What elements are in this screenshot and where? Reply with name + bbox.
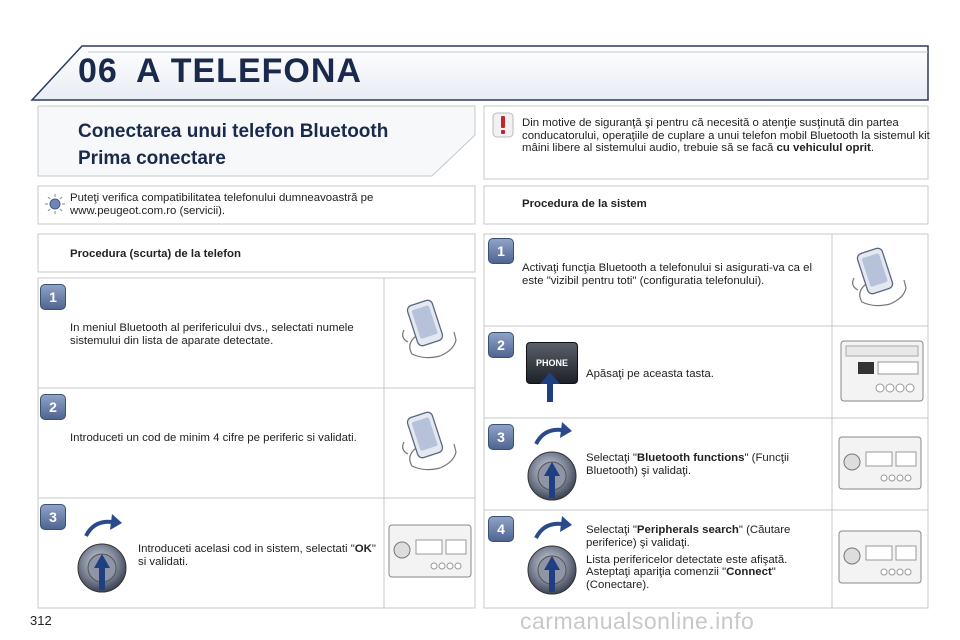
arrow-up-icon (540, 372, 560, 402)
step-badge-1: 1 (40, 284, 66, 310)
page-number: 312 (30, 613, 52, 628)
step-badge-4: 4 (488, 516, 514, 542)
audio-unit-icon (838, 436, 922, 490)
chapter-title: A TELEFONA (136, 52, 362, 90)
phone-button: PHONE (526, 342, 578, 384)
right-step-3-text: Selectaţi "Bluetooth functions" (Funcţii Bluetooth) şi validaţi. (586, 452, 790, 477)
step-badge-1: 1 (488, 238, 514, 264)
right-step-4-text (586, 524, 826, 596)
step-badge-3: 3 (488, 424, 514, 450)
left-step-3-text: Introduceti acelasi cod in sistem, selectati "OK" si validati. (138, 543, 376, 568)
right-panel-heading: Procedura de la sistem (522, 198, 647, 210)
rotary-knob-press-icon (522, 516, 580, 598)
info-text: Puteţi verifica compatibilitatea telefonului dumneavoastră pe www.peugeot.com.ro (servicii). (70, 192, 374, 217)
phone-in-hand-icon (848, 244, 912, 308)
audio-unit-icon (388, 524, 472, 578)
chapter-number: 06 (78, 52, 118, 90)
section-title-line2: Prima conectare (78, 148, 226, 169)
phone-in-hand-icon (398, 408, 462, 472)
warning-exclamation-icon (492, 112, 514, 138)
step-badge-2: 2 (488, 332, 514, 358)
info-lightbulb-icon (44, 193, 66, 215)
right-step-2-text: Apăsaţi pe aceasta tasta. (586, 368, 714, 380)
left-panel-heading: Procedura (scurta) de la telefon (70, 248, 241, 260)
phone-in-hand-icon (398, 296, 462, 360)
step-badge-3: 3 (40, 504, 66, 530)
audio-unit-icon (840, 340, 924, 402)
audio-unit-icon (838, 530, 922, 584)
rotary-knob-press-icon (72, 514, 130, 596)
left-step-1-text: In meniul Bluetooth al perifericului dvs., selectati numele sistemului din lista de aparate detectate. (70, 322, 354, 347)
step-badge-2: 2 (40, 394, 66, 420)
section-title (78, 118, 388, 172)
warning-text: Din motive de siguranţă şi pentru că necesită o atenţie susţinută din partea conducatorului, operaţiile de cuplare a unui telefon mobil Bluetooth la sistemul kit mâini libere al sistemului audio, trebuie să se facă cu vehiculul oprit. (522, 117, 930, 155)
watermark: carmanualsonline.info (520, 608, 755, 634)
right-step-4-paragraph-2: Lista perifericelor detectate este afişată. Asteptaţi apariţia comenzii "Connect" (Conectare). (586, 553, 788, 592)
section-title-line1: Conectarea unui telefon Bluetooth (78, 121, 389, 142)
left-step-2-text: Introduceti un cod de minim 4 cifre pe periferic si validati. (70, 432, 357, 444)
rotary-knob-press-icon (522, 422, 580, 504)
right-step-1-text: Activaţi funcţia Bluetooth a telefonului si asigurati-va ca el este "vizibil pentru toti" (configuratia telefonului). (522, 262, 812, 287)
right-step-4-paragraph-1: Selectaţi "Peripherals search" (Căutare periferice) şi validaţi. (586, 524, 791, 549)
